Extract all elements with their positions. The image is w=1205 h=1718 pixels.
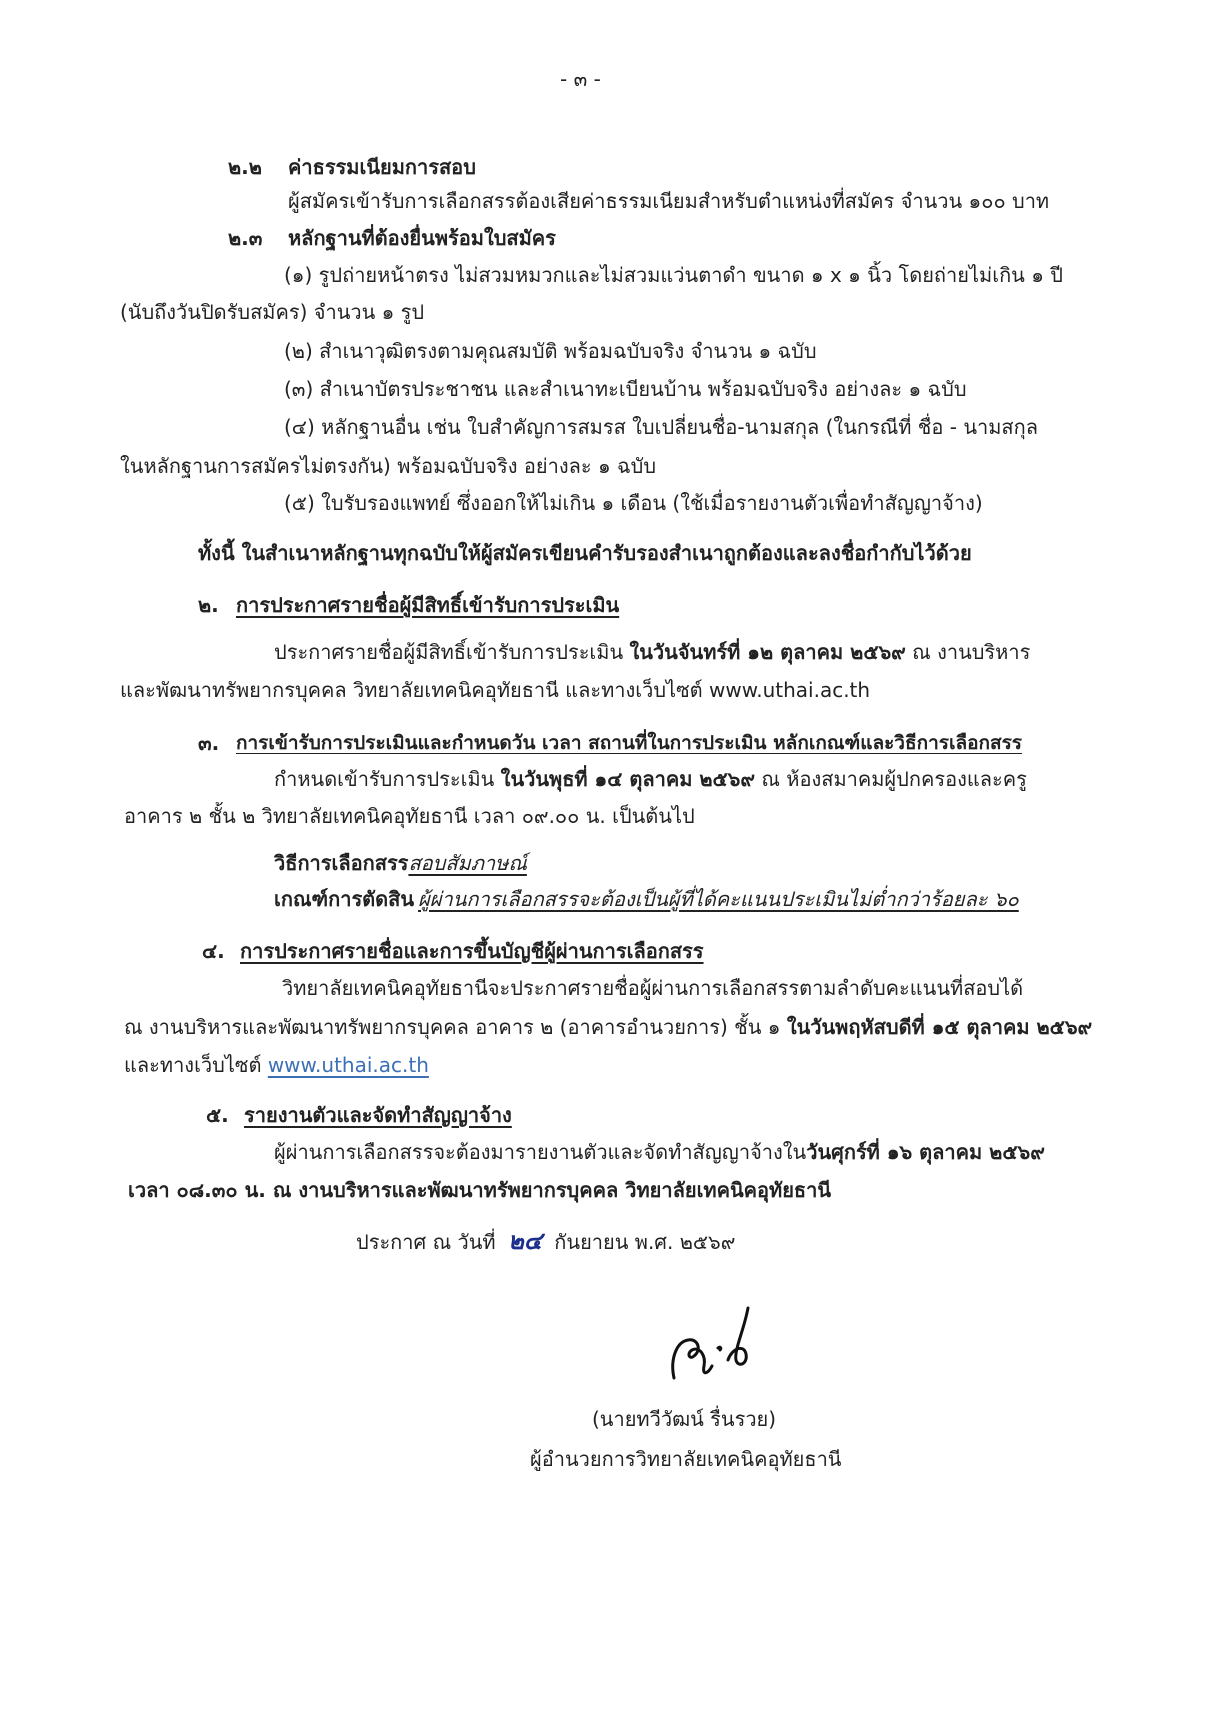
section-2-2-heading: ค่าธรรมเนียมการสอบ <box>288 155 476 179</box>
section-5-line-2: เวลา ๐๘.๓๐ น. ณ งานบริหารและพัฒนาทรัพยากรบุคคล วิทยาลัยเทคนิคอุทัยธานี <box>128 1178 832 1202</box>
section-5-line-1: ผู้ผ่านการเลือกสรรจะต้องมารายงานตัวและจัดทำสัญญาจ้างในวันศุกร์ที่ ๑๖ ตุลาคม ๒๕๖๙ <box>274 1140 1045 1164</box>
website-link[interactable]: www.uthai.ac.th <box>267 1053 429 1077</box>
section-2-number: ๒. <box>198 593 219 617</box>
section-4-line-3: และทางเว็บไซต์ www.uthai.ac.th <box>124 1053 429 1077</box>
section-2-line-2: และพัฒนาทรัพยากรบุคคล วิทยาลัยเทคนิคอุทัยธานี และทางเว็บไซต์ www.uthai.ac.th <box>120 678 871 702</box>
selection-method-label: วิธีการเลือกสรร <box>274 851 409 875</box>
section-3-line-1: กำหนดเข้ารับการประเมิน ในวันพุธที่ ๑๔ ตุลาคม ๒๕๖๙ ณ ห้องสมาคมผู้ปกครองและครู <box>274 767 1027 791</box>
section-3-number: ๓. <box>198 731 220 755</box>
selection-method-value: สอบสัมภาษณ์ <box>408 851 527 875</box>
section-2-3-heading: หลักฐานที่ต้องยื่นพร้อมใบสมัคร <box>288 226 556 250</box>
section-4-number: ๔. <box>202 939 225 963</box>
section-5-heading: รายงานตัวและจัดทำสัญญาจ้าง <box>244 1103 512 1127</box>
section-2-2-number: ๒.๒ <box>228 155 262 179</box>
document-item-4-line-1: (๔) หลักฐานอื่น เช่น ใบสำคัญการสมรส ใบเปลี่ยนชื่อ-นามสกุล (ในกรณีที่ ชื่อ - นามสกุล <box>284 415 1038 439</box>
section-2-line-1: ประกาศรายชื่อผู้มีสิทธิ์เข้ารับการประเมิน ในวันจันทร์ที่ ๑๒ ตุลาคม ๒๕๖๙ ณ งานบริหาร <box>274 640 1031 664</box>
document-item-2: (๒) สำเนาวุฒิตรงตามคุณสมบัติ พร้อมฉบับจริง จำนวน ๑ ฉบับ <box>284 339 817 363</box>
certification-note: ทั้งนี้ ในสำเนาหลักฐานทุกฉบับให้ผู้สมัครเขียนคำรับรองสำเนาถูกต้องและลงชื่อกำกับไว้ด้วย <box>198 541 972 565</box>
judging-criteria-label: เกณฑ์การตัดสิน <box>274 887 415 911</box>
signer-name: (นายทวีวัฒน์ รื่นรวย) <box>592 1407 777 1431</box>
section-2-heading: การประกาศรายชื่อผู้มีสิทธิ์เข้ารับการประเมิน <box>236 593 620 617</box>
section-5-number: ๕. <box>206 1103 229 1127</box>
document-item-1-line-2: (นับถึงวันปิดรับสมัคร) จำนวน ๑ รูป <box>120 300 425 324</box>
signer-title: ผู้อำนวยการวิทยาลัยเทคนิคอุทัยธานี <box>530 1447 842 1471</box>
handwritten-day: ๒๔ <box>507 1227 542 1255</box>
document-item-1-line-1: (๑) รูปถ่ายหน้าตรง ไม่สวมหมวกและไม่สวมแว่นตาดำ ขนาด ๑ x ๑ นิ้ว โดยถ่ายไม่เกิน ๑ ปี <box>284 263 1063 287</box>
document-item-4-line-2: ในหลักฐานการสมัครไม่ตรงกัน) พร้อมฉบับจริง อย่างละ ๑ ฉบับ <box>120 454 657 478</box>
section-4-line-1: วิทยาลัยเทคนิคอุทัยธานีจะประกาศรายชื่อผู้ผ่านการเลือกสรรตามลำดับคะแนนที่สอบได้ <box>282 976 1024 1000</box>
announcement-date: ประกาศ ณ วันที่ ๒๔ กันยายน พ.ศ. ๒๕๖๙ <box>356 1227 736 1255</box>
selection-method <box>274 848 527 878</box>
judging-criteria <box>274 884 1019 914</box>
section-3-line-2: อาคาร ๒ ชั้น ๒ วิทยาลัยเทคนิคอุทัยธานี เวลา ๐๙.๐๐ น. เป็นต้นไป <box>124 804 695 828</box>
judging-criteria-value: ผู้ผ่านการเลือกสรรจะต้องเป็นผู้ที่ได้คะแนนประเมินไม่ต่ำกว่าร้อยละ ๖๐ <box>418 887 1019 911</box>
page-number: - ๓ - <box>560 67 601 91</box>
section-2-3-number: ๒.๓ <box>228 226 263 250</box>
section-3-heading: การเข้ารับการประเมินและกำหนดวัน เวลา สถานที่ในการประเมิน หลักเกณฑ์และวิธีการเลือกสรร <box>236 732 1023 754</box>
signature-image <box>664 1290 774 1390</box>
document-item-3: (๓) สำเนาบัตรประชาชน และสำเนาทะเบียนบ้าน พร้อมฉบับจริง อย่างละ ๑ ฉบับ <box>284 377 967 401</box>
section-4-line-2: ณ งานบริหารและพัฒนาทรัพยากรบุคคล อาคาร ๒ (อาคารอำนวยการ) ชั้น ๑ ในวันพฤหัสบดีที่ ๑๕ ตุลาคม ๒๕๖๙ <box>124 1015 1093 1039</box>
document-item-5: (๕) ใบรับรองแพทย์ ซึ่งออกให้ไม่เกิน ๑ เดือน (ใช้เมื่อรายงานตัวเพื่อทำสัญญาจ้าง) <box>284 491 983 515</box>
section-4-heading: การประกาศรายชื่อและการขึ้นบัญชีผู้ผ่านการเลือกสรร <box>240 939 704 963</box>
section-2-2-body: ผู้สมัครเข้ารับการเลือกสรรต้องเสียค่าธรรมเนียมสำหรับตำแหน่งที่สมัคร จำนวน ๑๐๐ บาท <box>288 189 1050 213</box>
